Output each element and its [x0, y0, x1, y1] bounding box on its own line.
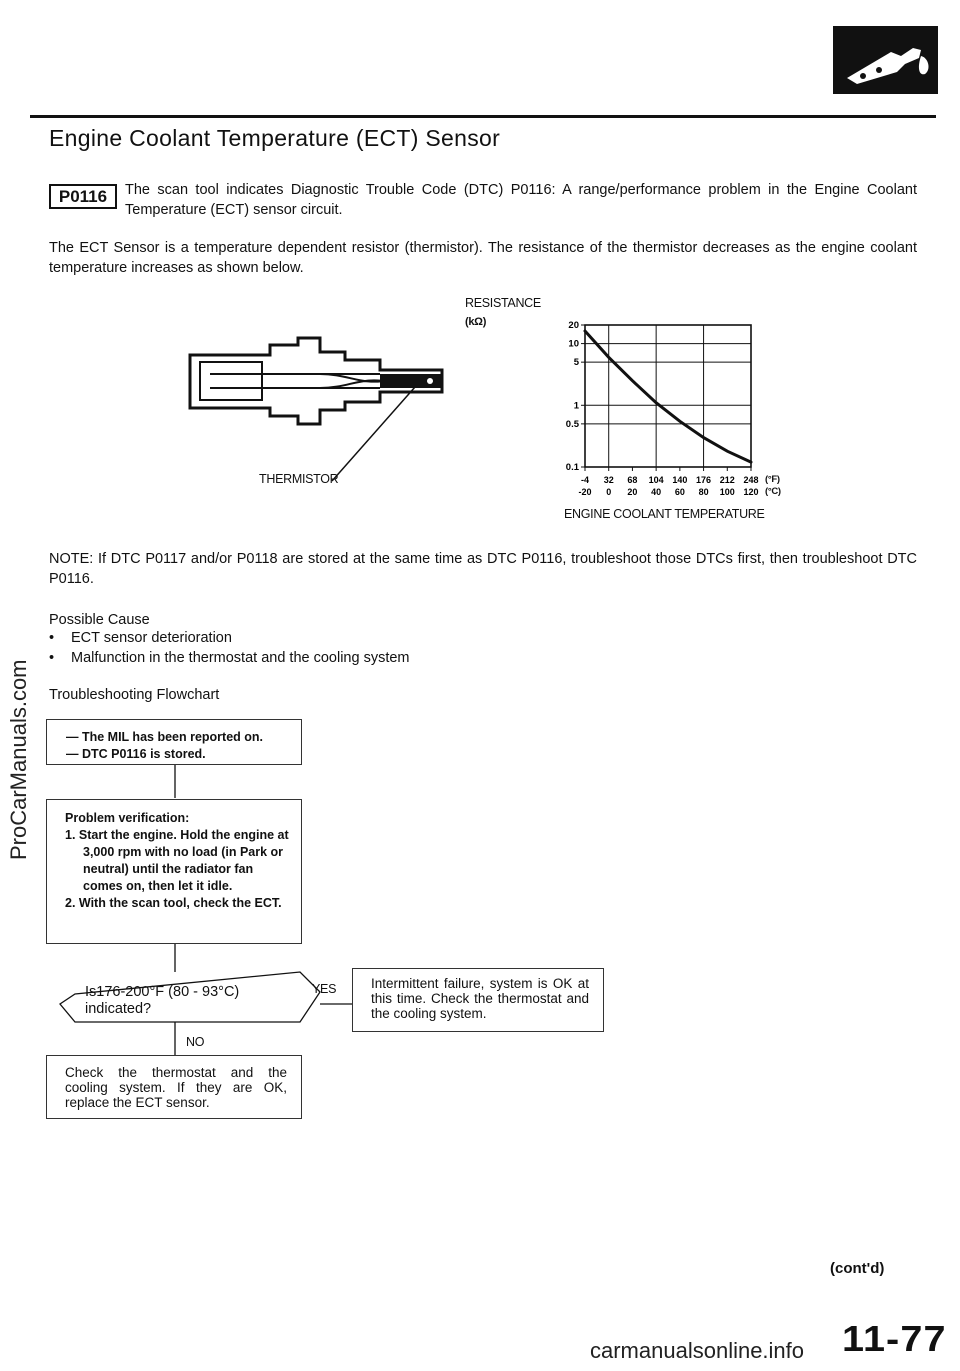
intro-paragraph: The ECT Sensor is a temperature dependent resistor (thermistor). The resistance of the thermistor decreases as the engine coolant temperature increases as shown below.: [49, 240, 917, 276]
y-tick-label: 0.1: [565, 462, 579, 473]
header-rule: [30, 115, 936, 118]
x-tick-label-f: 176: [696, 475, 712, 485]
page-number: 11-77: [842, 1318, 947, 1359]
continued-label: (cont'd): [830, 1260, 885, 1277]
no-label: NO: [186, 1035, 205, 1049]
x-tick-label-c: 120: [743, 487, 759, 497]
x-tick-label-c: 100: [719, 487, 735, 497]
x-tick-label-c: 60: [674, 487, 685, 497]
list-item: • Malfunction in the thermostat and the cooling system: [49, 648, 410, 668]
y-tick-label: 5: [573, 357, 579, 369]
decision-question: Is176-200°F (80 - 93°C) indicated?: [85, 984, 240, 1017]
resistance-chart: [555, 318, 795, 498]
flowchart-heading: Troubleshooting Flowchart: [49, 687, 220, 703]
x-tick-label-c: 40: [651, 487, 662, 497]
verification-step: 1. Start the engine. Hold the engine at 3,000 rpm with no load (in Park or neutral) until the radiator fan comes on, then let it idle.: [65, 828, 289, 893]
list-item: • ECT sensor deterioration: [49, 628, 410, 648]
yes-result-text: Intermittent failure, system is OK at this time. Check the thermostat and the cooling system.: [371, 976, 589, 1021]
dtc-description: The scan tool indicates Diagnostic Trouble Code (DTC) P0116: A range/performance problem in the Engine Coolant Temperature (ECT) sensor circuit.: [125, 182, 917, 218]
bottom-watermark: carmanualsonline.info: [590, 1338, 805, 1363]
x-tick-label-c: -20: [578, 487, 592, 497]
chart-frame: [585, 325, 751, 467]
x-tick-label-c: 0: [606, 487, 612, 497]
no-result-box: [46, 1055, 302, 1119]
yes-label: YES: [312, 982, 337, 996]
y-tick-label: 10: [568, 338, 579, 350]
x-tick-label-f: 248: [743, 475, 759, 485]
flowchart-start-box: [46, 719, 302, 765]
side-watermark: ProCarManuals.com: [6, 659, 31, 860]
start-line: — DTC P0116 is stored.: [66, 747, 206, 761]
note-paragraph: NOTE: If DTC P0117 and/or P0118 are stored at the same time as DTC P0116, troubleshoot those DTCs first, then troubleshoot DTC P0116.: [49, 551, 917, 587]
page-title: Engine Coolant Temperature (ECT) Sensor: [49, 125, 501, 151]
resistance-unit: (kΩ): [465, 316, 487, 328]
y-tick-label: 1: [573, 400, 579, 412]
yes-result-box: [352, 968, 604, 1032]
resistance-chart-svg: [555, 318, 795, 498]
x-tick-label-f: 32: [603, 475, 614, 485]
x-tick-label-f: 104: [648, 475, 664, 485]
section-logo: [833, 26, 938, 94]
thermistor-label: THERMISTOR: [259, 472, 339, 486]
possible-cause-heading: Possible Cause: [49, 612, 150, 628]
x-tick-label-f: 68: [627, 475, 638, 485]
dtc-code-badge: P0116: [49, 184, 117, 209]
x-axis-label: ENGINE COOLANT TEMPERATURE: [564, 507, 765, 521]
x-tick-label-f: 140: [672, 475, 688, 485]
chart-x-unit-f: (°F): [765, 474, 780, 485]
verification-title: Problem verification:: [65, 811, 190, 825]
cause-list: [49, 628, 410, 668]
y-tick-label: 0.5: [565, 418, 579, 430]
series-line: [585, 331, 751, 462]
x-tick-label-c: 80: [698, 487, 709, 497]
x-tick-label-c: 20: [627, 487, 638, 497]
x-tick-label-f: -4: [580, 475, 590, 485]
no-result-text: Check the thermostat and the cooling system. If they are OK, replace the ECT sensor.: [65, 1065, 287, 1110]
thermistor-leader-line: [330, 385, 420, 485]
problem-verification-box: [46, 799, 302, 944]
resistance-label: RESISTANCE: [465, 296, 541, 310]
y-tick-label: 20: [568, 320, 579, 331]
start-line: — The MIL has been reported on.: [66, 730, 264, 744]
fuel-nozzle-icon: [833, 26, 938, 94]
x-tick-label-f: 212: [719, 475, 735, 485]
chart-x-unit-c: (°C): [765, 486, 781, 497]
verification-step: 2. With the scan tool, check the ECT.: [65, 896, 282, 910]
